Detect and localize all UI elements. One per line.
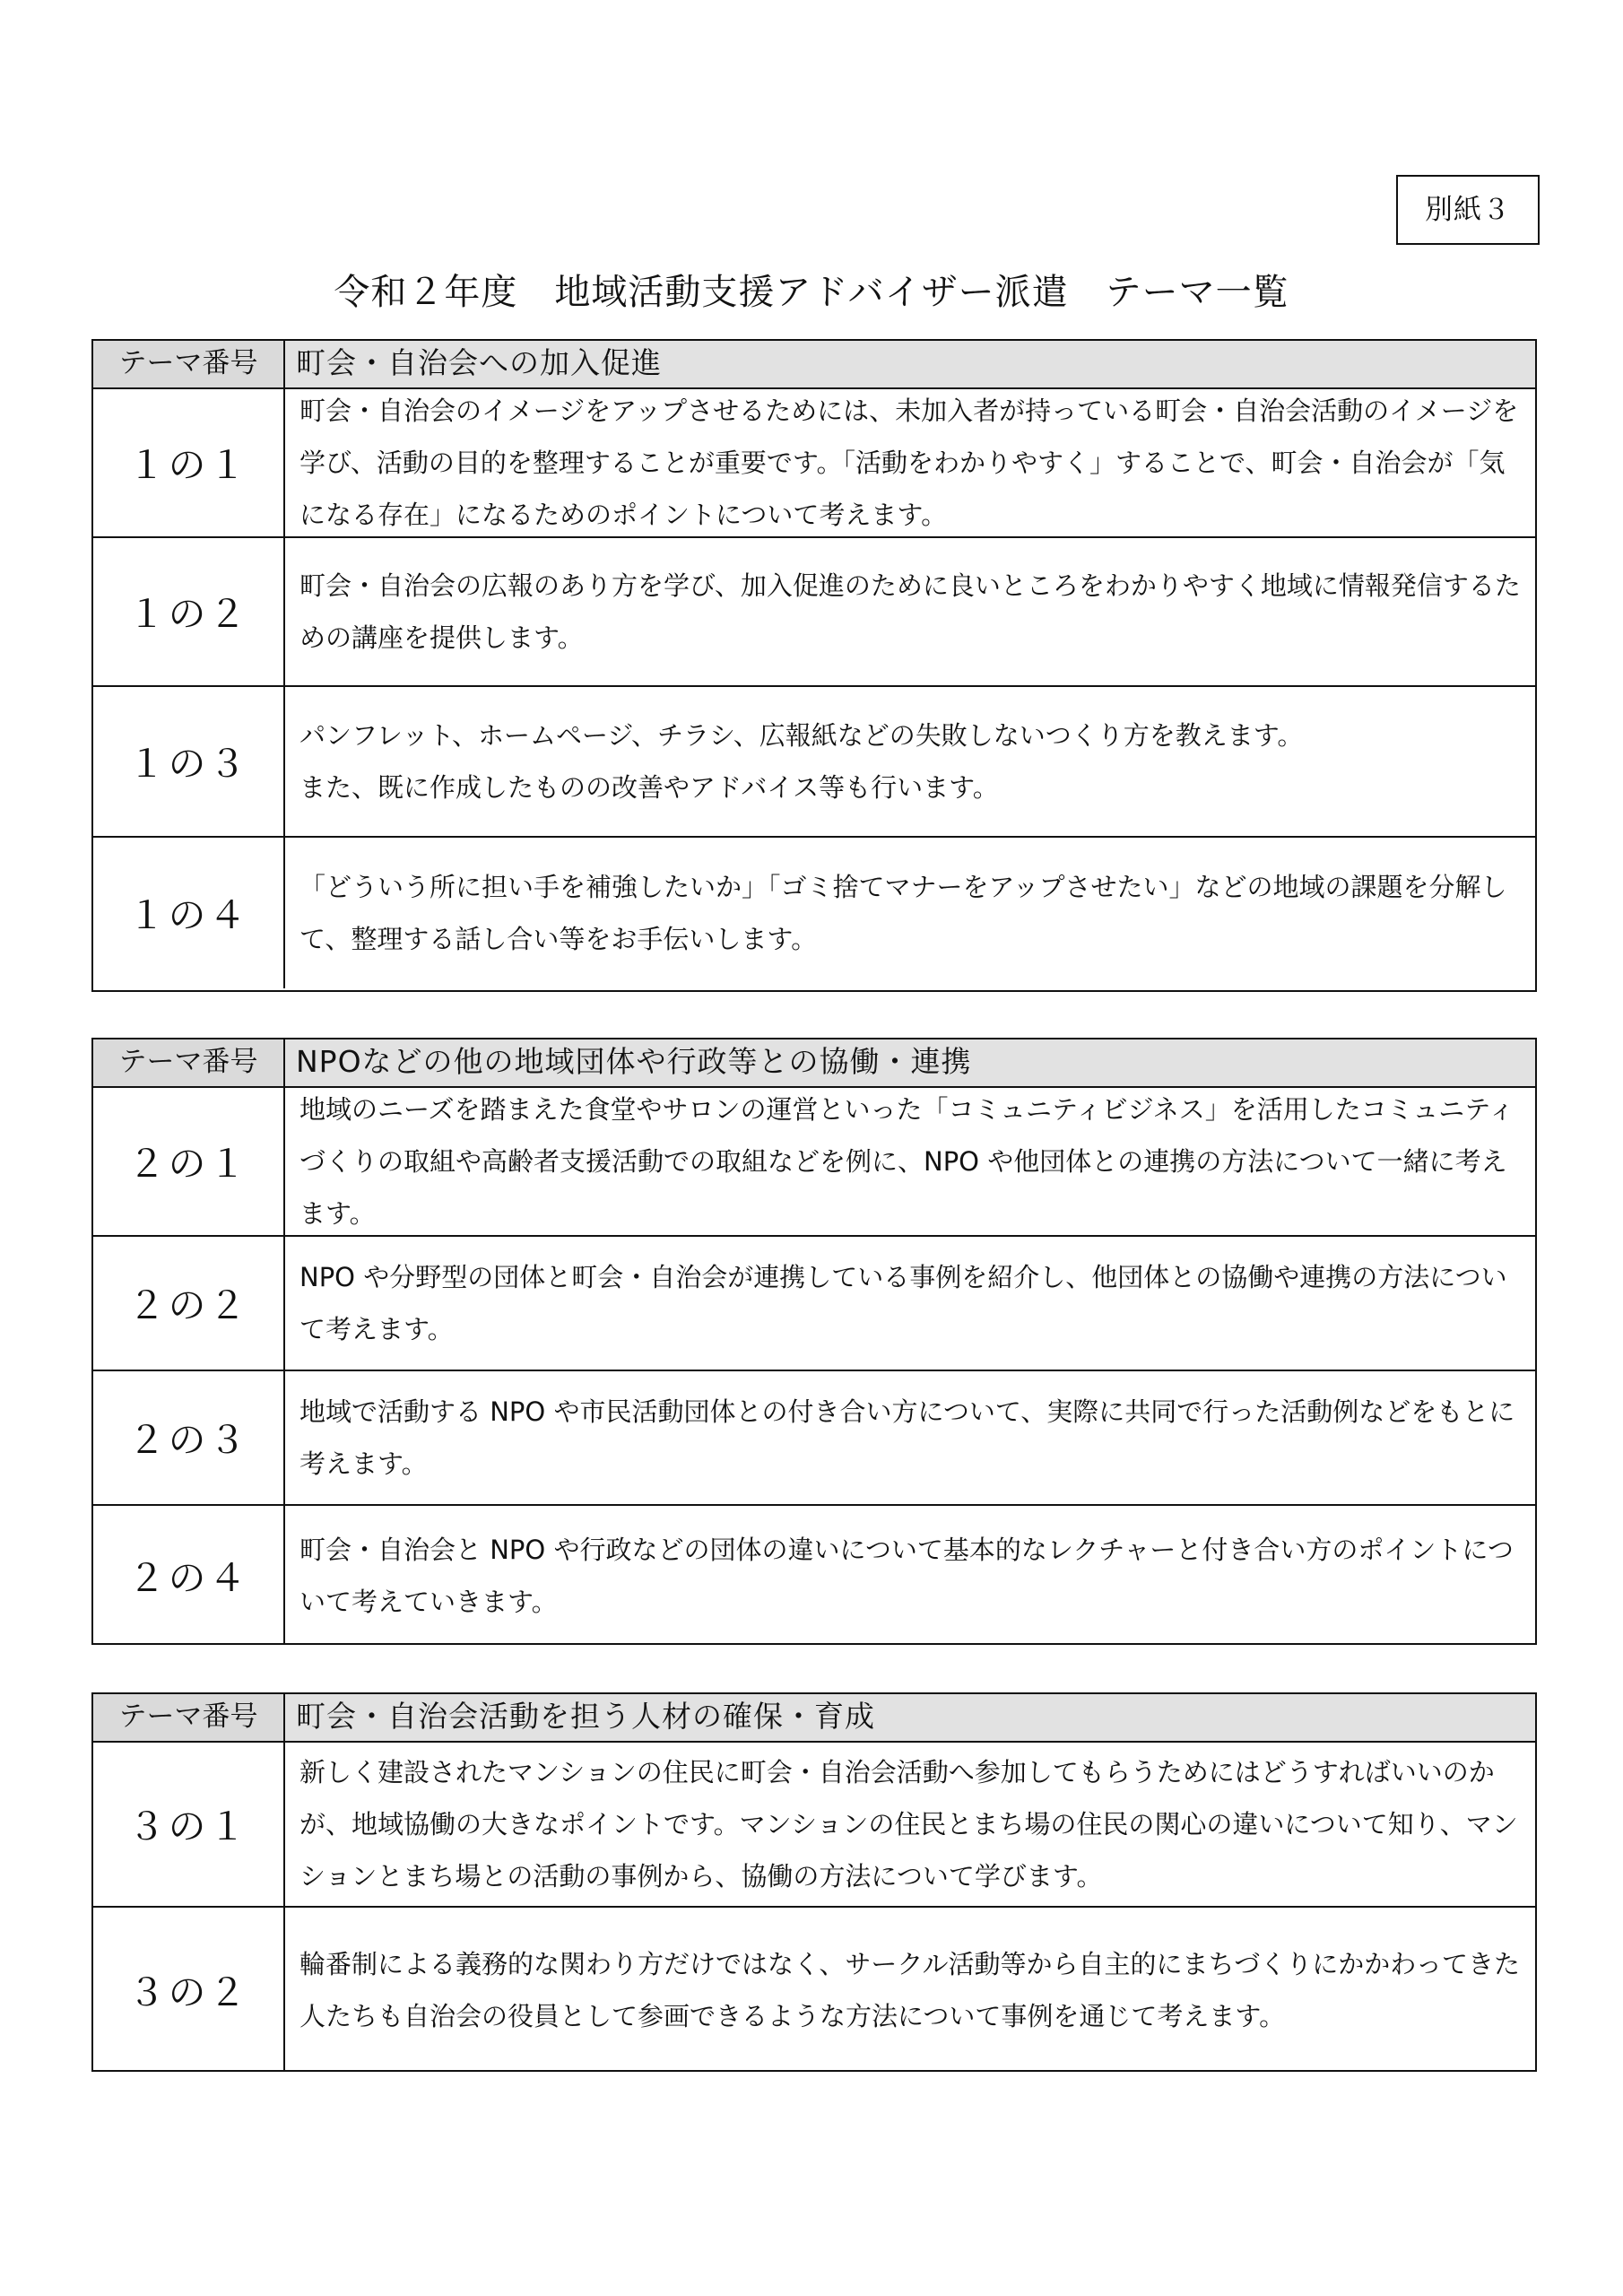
theme-row — [93, 1506, 1535, 1645]
theme-number: ３の１ — [93, 1743, 285, 1906]
section-title: 町会・自治会への加入促進 — [296, 345, 662, 380]
theme-number: ３の２ — [93, 1908, 285, 2072]
attachment-label: 別紙３ — [1396, 175, 1540, 245]
theme-row — [93, 1237, 1535, 1371]
theme-number: ２の１ — [93, 1088, 285, 1235]
theme-description: 「どういう所に担い手を補強したいか」「ゴミ捨てマナーをアップさせたい」などの地域の課題を分解して、整理する話し合い等をお手伝いします。 — [299, 872, 1507, 954]
theme-table-1 — [91, 339, 1537, 992]
theme-number: ２の３ — [93, 1371, 285, 1504]
theme-row — [93, 389, 1535, 538]
theme-table-3 — [91, 1692, 1537, 2072]
theme-description-cell — [285, 1237, 1535, 1370]
theme-description-cell — [285, 687, 1535, 836]
theme-description-cell — [285, 389, 1535, 536]
theme-description-cell — [285, 538, 1535, 685]
theme-description: 地域のニーズを踏まえた食堂やサロンの運営といった「コミュニティビジネス」を活用したコミュニティづくりの取組や高齢者支援活動での取組などを例に、NPO や他団体との連携の方法について一緒に考えます。 — [299, 1094, 1515, 1229]
section-title: NPOなどの他の地域団体や行政等との協働・連携 — [296, 1044, 972, 1079]
theme-number-header: テーマ番号 — [93, 1039, 285, 1086]
theme-description: NPO や分野型の団体と町会・自治会が連携している事例を紹介し、他団体との協働や連携の方法について考えます。 — [299, 1262, 1507, 1344]
theme-description-cell — [285, 838, 1535, 988]
section-header — [93, 341, 1535, 389]
section-header — [93, 1694, 1535, 1743]
theme-description: 輪番制による義務的な関わり方だけではなく、サークル活動等から自主的にまちづくりにかかわってきた人たちも自治会の役員として参画できるような方法について事例を通じて考えます。 — [299, 1948, 1520, 2031]
theme-number: ２の４ — [93, 1506, 285, 1645]
theme-row — [93, 687, 1535, 838]
theme-row — [93, 838, 1535, 988]
theme-row — [93, 538, 1535, 687]
theme-description-cell — [285, 1506, 1535, 1645]
theme-row — [93, 1908, 1535, 2072]
theme-row — [93, 1743, 1535, 1908]
theme-number-header: テーマ番号 — [93, 341, 285, 387]
theme-number: １の２ — [93, 538, 285, 685]
section-title: 町会・自治会活動を担う人材の確保・育成 — [296, 1699, 875, 1734]
theme-description-cell — [285, 1908, 1535, 2072]
section-header — [93, 1039, 1535, 1088]
theme-number-header: テーマ番号 — [93, 1694, 285, 1741]
theme-number: １の１ — [93, 389, 285, 536]
theme-row — [93, 1371, 1535, 1506]
theme-description-cell — [285, 1088, 1535, 1235]
theme-row — [93, 1088, 1535, 1237]
theme-description: パンフレット、ホームページ、チラシ、広報紙などの失敗しないつくり方を教えます。 また、既に作成したものの改善やアドバイス等も行います。 — [299, 720, 1304, 803]
theme-description: 新しく建設されたマンションの住民に町会・自治会活動へ参加してもらうためにはどうすればいいのかが、地域協働の大きなポイントです。マンションの住民とまち場の住民の関心の違いについて知り、マンションとまち場との活動の事例から、協働の方法について学びます。 — [299, 1757, 1518, 1892]
theme-description: 町会・自治会の広報のあり方を学び、加入促進のために良いところをわかりやすく地域に情報発信するための講座を提供します。 — [299, 570, 1521, 653]
theme-description: 町会・自治会と NPO や行政などの団体の違いについて基本的なレクチャーと付き合い方のポイントについて考えていきます。 — [299, 1534, 1514, 1617]
theme-table-2 — [91, 1038, 1537, 1645]
theme-number: ２の２ — [93, 1237, 285, 1370]
theme-number: １の３ — [93, 687, 285, 836]
document-title: 令和２年度 地域活動支援アドバイザー派遣 テーマ一覧 — [334, 272, 1289, 313]
theme-number: １の４ — [93, 838, 285, 988]
theme-description-cell — [285, 1743, 1535, 1906]
theme-description-cell — [285, 1371, 1535, 1504]
theme-description: 地域で活動する NPO や市民活動団体との付き合い方について、実際に共同で行った活動例などをもとに考えます。 — [299, 1396, 1515, 1479]
theme-description: 町会・自治会のイメージをアップさせるためには、未加入者が持っている町会・自治会活動のイメージを学び、活動の目的を整理することが重要です。「活動をわかりやすく」することで、町会・自治会が「気になる存在」になるためのポイントについて考えます。 — [299, 396, 1519, 530]
